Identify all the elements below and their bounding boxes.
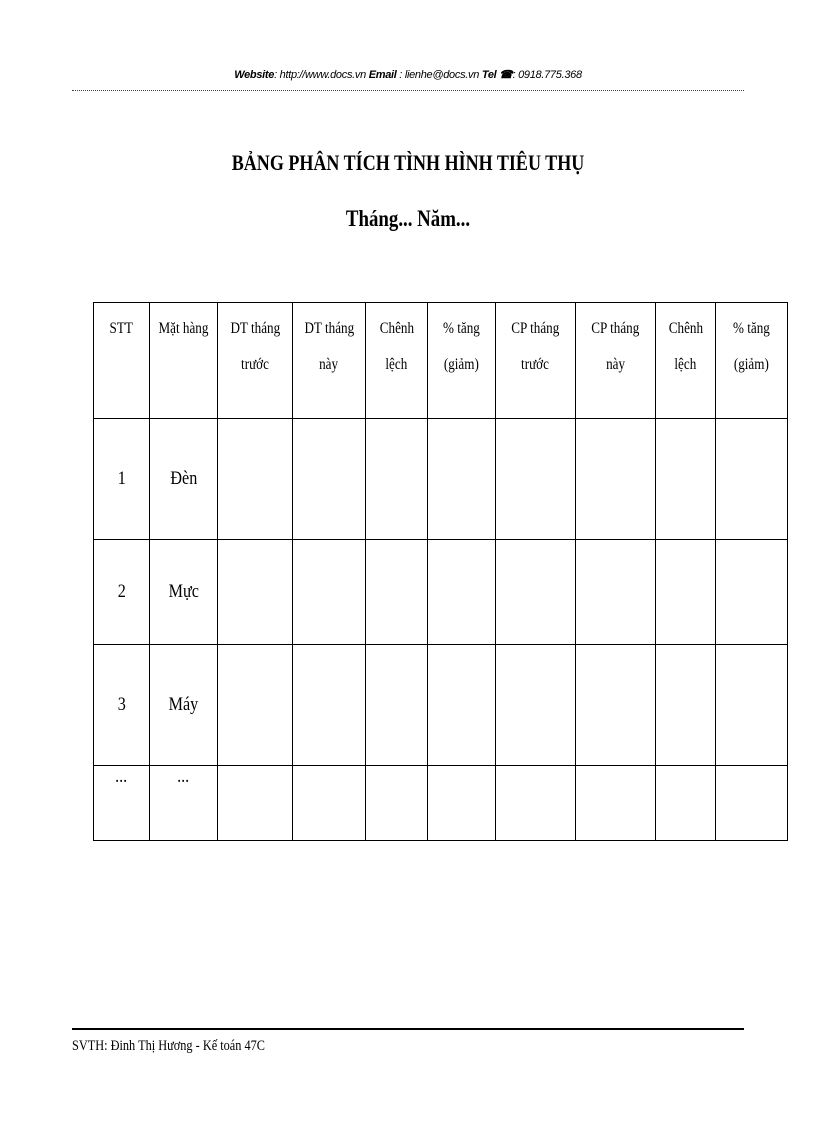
cell-empty: [428, 766, 496, 841]
phone-icon: ☎: [499, 69, 513, 81]
cell-empty: [496, 766, 576, 841]
cell-empty: [218, 419, 293, 540]
email-value: : lienhe@docs.vn: [396, 69, 482, 81]
cell-empty: [496, 540, 576, 645]
document-subtitle: Tháng... Năm...: [345, 206, 471, 231]
cell-empty: [366, 645, 428, 766]
cell-empty: [366, 419, 428, 540]
cell-empty: [428, 419, 496, 540]
cell-item: Máy: [150, 645, 218, 766]
cell-empty: [496, 419, 576, 540]
header-cost-curr: CP tháng này: [576, 303, 656, 419]
cell-empty: [716, 766, 788, 841]
cell-empty: [716, 645, 788, 766]
website-label: Website: [234, 69, 275, 81]
table-row: [94, 419, 788, 540]
cell-empty: [293, 766, 366, 841]
analysis-table: [93, 302, 788, 841]
website-value: : http://www.docs.vn: [274, 69, 369, 81]
cell-empty: [218, 766, 293, 841]
tel-value: : 0918.775.368: [512, 69, 582, 81]
cell-empty: [716, 419, 788, 540]
header-stt: STT: [94, 303, 150, 419]
cell-empty: [293, 645, 366, 766]
cell-empty: [656, 540, 716, 645]
cell-empty: [293, 540, 366, 645]
cell-stt: 3: [94, 645, 150, 766]
header-cost-prev: CP tháng trước: [496, 303, 576, 419]
page-header: [0, 68, 816, 81]
cell-empty: [576, 645, 656, 766]
cell-stt: 2: [94, 540, 150, 645]
cell-empty: [576, 540, 656, 645]
cell-empty: [656, 419, 716, 540]
cell-item: Đèn: [150, 419, 218, 540]
cell-empty: [428, 645, 496, 766]
cell-empty: [656, 645, 716, 766]
header-divider: [72, 90, 744, 91]
table-row: [94, 766, 788, 841]
cell-stt: ...: [94, 766, 150, 841]
email-label: Email: [368, 69, 397, 81]
table-row: [94, 540, 788, 645]
table-row: [94, 645, 788, 766]
table-header-row: [94, 303, 788, 419]
header-item: Mặt hàng: [150, 303, 218, 419]
cell-empty: [218, 540, 293, 645]
cell-empty: [656, 766, 716, 841]
cell-empty: [218, 645, 293, 766]
cell-empty: [293, 419, 366, 540]
cell-stt: 1: [94, 419, 150, 540]
header-revenue-curr: DT tháng này: [293, 303, 366, 419]
header-revenue-pct: % tăng (giảm): [428, 303, 496, 419]
cell-empty: [366, 540, 428, 645]
header-revenue-prev: DT tháng trước: [218, 303, 293, 419]
footer-author: SVTH: Đinh Thị Hương - Kế toán 47C: [72, 1038, 265, 1054]
document-title: BẢNG PHÂN TÍCH TÌNH HÌNH TIÊU THỤ: [231, 150, 585, 175]
header-cost-pct: % tăng (giảm): [716, 303, 788, 419]
cell-empty: [576, 766, 656, 841]
footer-divider: [72, 1028, 744, 1030]
cell-item: Mực: [150, 540, 218, 645]
cell-item: ...: [150, 766, 218, 841]
cell-empty: [716, 540, 788, 645]
cell-empty: [366, 766, 428, 841]
cell-empty: [496, 645, 576, 766]
header-revenue-diff: Chênh lệch: [366, 303, 428, 419]
cell-empty: [428, 540, 496, 645]
cell-empty: [576, 419, 656, 540]
tel-label: Tel: [481, 69, 497, 81]
header-cost-diff: Chênh lệch: [656, 303, 716, 419]
